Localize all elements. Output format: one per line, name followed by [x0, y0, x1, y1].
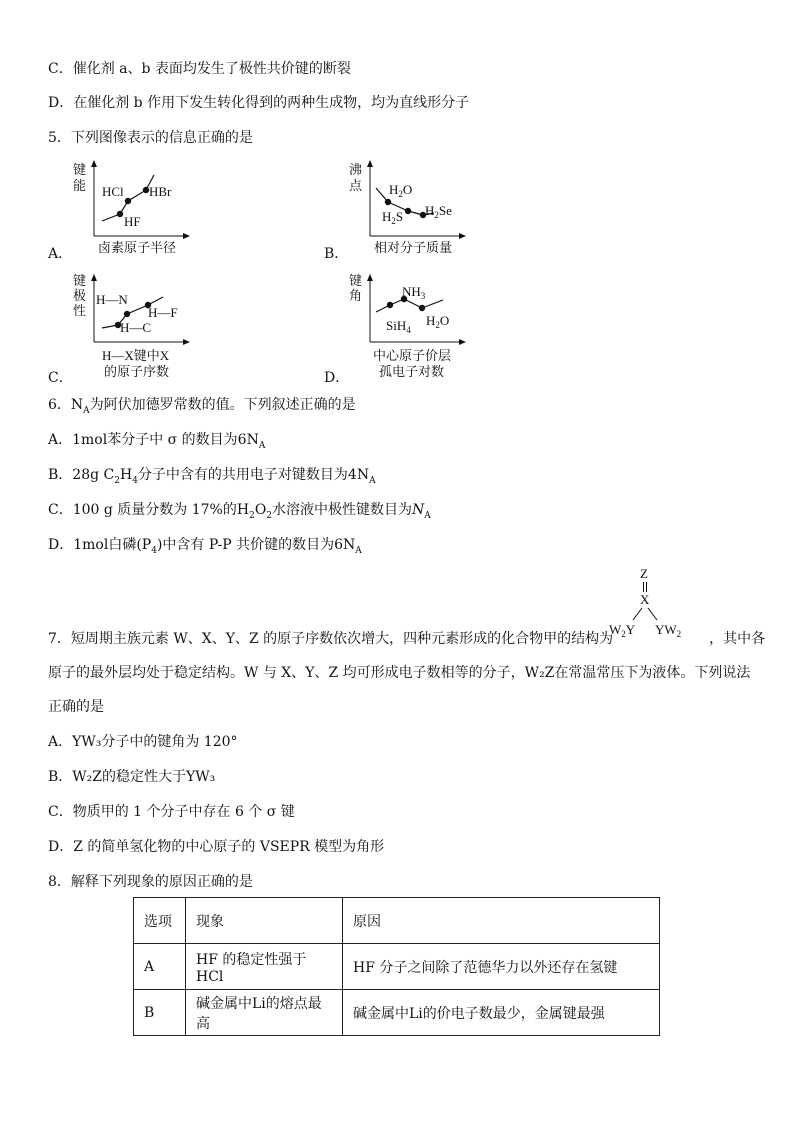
graph-c-ylabel-2: 极 — [73, 288, 87, 303]
table-cell: HF 的稳定性强于 HCl — [186, 944, 343, 990]
q6-option-d: D．1mol白磷$(P_4)$中含有 P-P 共价键的数目为$6N_A$ — [48, 537, 362, 556]
graph-a-xlabel: 卤素原子半径 — [98, 240, 177, 255]
graph-b-point-h2se: $H_2Se$ — [425, 203, 452, 220]
graph-c-point-hn: H—N — [96, 292, 128, 307]
table-cell: HF 分子之间除了范德华力以外还存在氢键 — [343, 944, 660, 990]
table-row — [134, 944, 660, 990]
graph-b-xlabel: 相对分子质量 — [374, 240, 453, 255]
q4-option-c: C．催化剂 a、b 表面均发生了极性共价键的断裂 — [48, 61, 351, 77]
q6-option-b: B．28g $C_2H_4$分子中含有的共用电子对键数目为$4N_A$ — [48, 467, 376, 486]
q8-stem: 8．解释下列现象的原因正确的是 — [48, 874, 253, 890]
q5-option-a-label: A． — [48, 246, 73, 262]
graph-d-point-h2o: $H_2O$ — [426, 313, 450, 330]
table-header-cell: 选项 — [134, 898, 186, 944]
q5-stem: 5．下列图像表示的信息正确的是 — [48, 130, 253, 146]
graph-d-point-nh3: $NH_3$ — [402, 284, 426, 301]
graph-b-ylabel-2: 点 — [349, 178, 363, 193]
q5-graph-d — [346, 270, 476, 386]
graph-c-point-hf: H—F — [148, 305, 178, 320]
struct-w2y: $W_2Y$ — [609, 622, 636, 639]
q5-option-b-label: B． — [324, 246, 349, 262]
q6-option-c: C．100 g 质量分数为 17%的$H_2O_2$水溶液中极性键数目为$N_A$ — [48, 502, 431, 521]
table-header-cell: 原因 — [343, 898, 660, 944]
q7-stem-line-2: 原子的最外层均处于稳定结构。W 与 X、Y、Z 均可形成电子数相等的分子，W₂Z在常温常压下为液体。下列说法 — [48, 665, 751, 681]
q7-option-d: D．Z 的简单氢化物的中心原子的 VSEPR 模型为角形 — [48, 839, 385, 855]
graph-d-xlabel-1: 中心原子价层 — [373, 348, 452, 363]
struct-atom-x: X — [640, 592, 650, 607]
table-cell: B — [134, 990, 186, 1036]
graph-d-xlabel-2: 孤电子对数 — [379, 364, 445, 379]
q6-stem: 6．$N_A$为阿伏加德罗常数的值。下列叙述正确的是 — [48, 397, 356, 416]
q7-option-b: B．W₂Z的稳定性大于YW₃ — [48, 769, 216, 785]
q5-graph-b — [346, 158, 476, 262]
q4-option-d: D．在催化剂 b 作用下发生转化得到的两种生成物，均为直线形分子 — [48, 95, 470, 111]
table-row — [134, 990, 660, 1036]
table-header-row — [134, 898, 660, 944]
table-cell: 碱金属中Li的熔点最高 — [186, 990, 343, 1036]
graph-d-ylabel-1: 键 — [349, 273, 363, 288]
q5-graph-c — [70, 270, 200, 386]
q7-stem-line-3: 正确的是 — [48, 699, 104, 715]
q6-option-a: A．1mol苯分子中 σ 的数目为$6N_A$ — [48, 432, 266, 451]
graph-c-point-hc: H—C — [120, 320, 152, 335]
table-cell: A — [134, 944, 186, 990]
graph-a-point-hcl: HCl — [102, 184, 124, 199]
q7-option-c: C．物质甲的 1 个分子中存在 6 个 σ 键 — [48, 804, 295, 820]
graph-a-ylabel-2: 能 — [73, 178, 87, 193]
graph-a-point-hf: HF — [124, 214, 141, 229]
q7-stem-line-1: 7．短周期主族元素 W、X、Y、Z 的原子序数依次增大，四种元素形成的化合物甲的结构为 ，其中各 — [48, 631, 766, 647]
graph-d-ylabel-2: 角 — [349, 288, 363, 303]
struct-yw2: $YW_2$ — [655, 622, 682, 639]
table-header-cell: 现象 — [186, 898, 343, 944]
q5-graph-a — [70, 158, 200, 262]
graph-c-xlabel-2: 的原子序数 — [104, 364, 170, 379]
graph-a-point-hbr: HBr — [149, 184, 172, 199]
graph-b-point-h2o: $H_2O$ — [389, 182, 413, 199]
graph-c-ylabel-1: 键 — [73, 273, 87, 288]
q5-option-c-label: C． — [48, 370, 73, 386]
graph-b-ylabel-1: 沸 — [349, 162, 363, 177]
graph-a-ylabel-1: 键 — [73, 162, 87, 177]
q7-option-a: A．YW₃分子中的键角为 120° — [48, 734, 238, 750]
struct-atom-z: Z — [640, 566, 648, 581]
graph-d-point-sih4: SiH$_4$ — [386, 318, 411, 335]
graph-c-ylabel-3: 性 — [73, 303, 87, 318]
q5-option-d-label: D． — [324, 370, 350, 386]
q8-table — [133, 897, 660, 1036]
table-cell: 碱金属中Li的价电子数最少，金属键最强 — [343, 990, 660, 1036]
graph-c-xlabel-1: H—X键中X — [102, 348, 170, 363]
graph-b-point-h2s: $H_2S$ — [382, 209, 404, 226]
